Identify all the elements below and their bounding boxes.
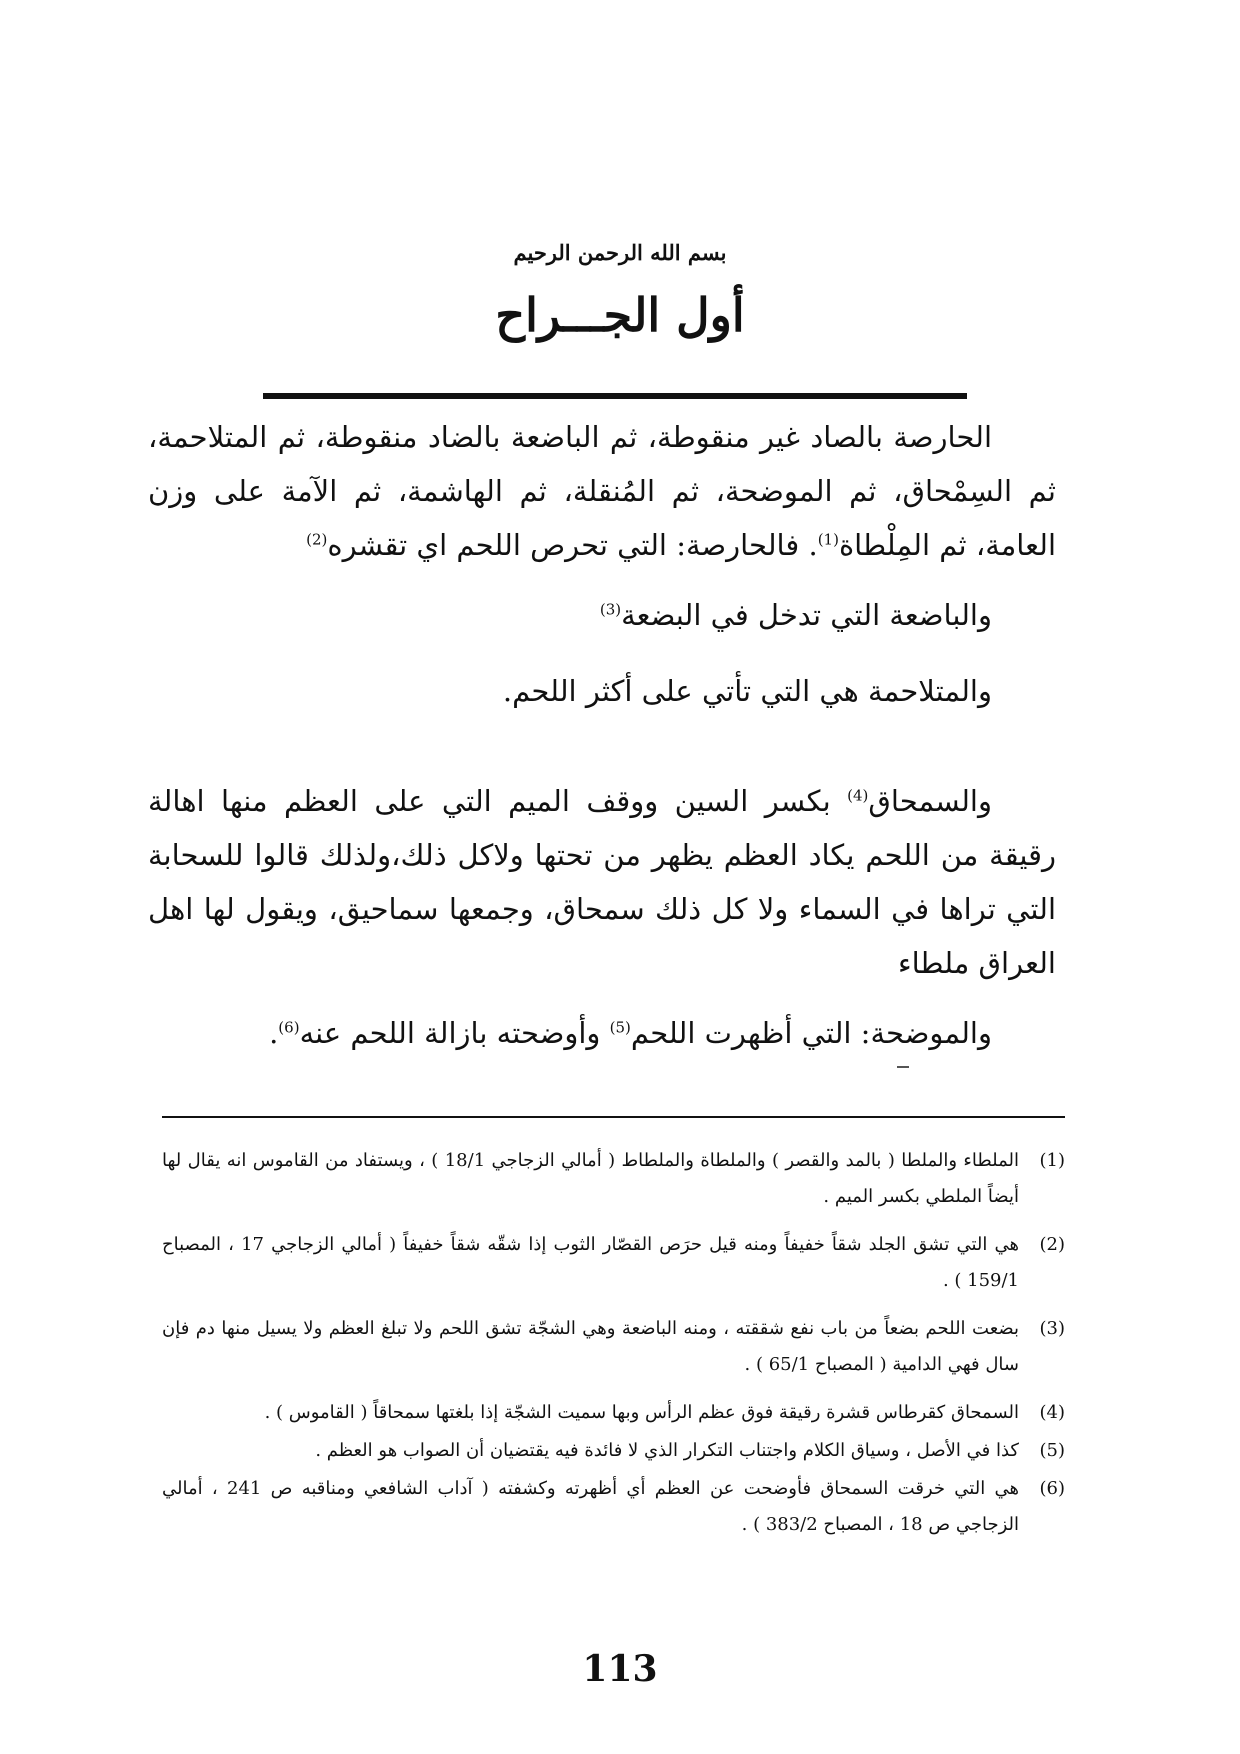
title-underline <box>263 393 967 399</box>
page-number: 113 <box>582 1648 658 1690</box>
paragraph-5-text: والموضحة: التي أظهرت اللحم <box>630 1016 992 1050</box>
footnote-ref-4: (4) <box>847 786 869 805</box>
footnote-number: (1) <box>1039 1150 1065 1171</box>
paragraph-1-text: الحارصة بالصاد غير منقوطة، ثم الباضعة بالضاد منقوطة، ثم المتلاحمة، ثم السِمْحاق، ثم الموضحة، ثم المُنقلة، ثم الهاشمة، ثم الآمة على وزن العامة، ثم المِلْطاة <box>148 420 1056 562</box>
footnote-number: (2) <box>1039 1234 1065 1255</box>
footnote-text: كذا في الأصل ، وسياق الكلام واجتناب التكرار الذي لا فائدة فيه يقتضيان أن الصواب هو العظم . <box>315 1440 1019 1461</box>
chapter-title: أول الجـــراح <box>495 288 745 342</box>
basmala-heading: بسم الله الرحمن الرحيم <box>513 240 727 265</box>
footnote-item <box>162 1311 1065 1383</box>
paragraph-3-text: والمتلاحمة هي التي تأتي على أكثر اللحم. <box>502 674 992 708</box>
paragraph-2-text: والباضعة التي تدخل في البضعة <box>621 598 992 632</box>
footnote-item <box>162 1395 1065 1431</box>
footnote-number: (5) <box>1039 1440 1065 1461</box>
footnote-text: هي التي تشق الجلد شقاً خفيفاً ومنه قيل حرَص القصّار الثوب إذا شقّه شقاً خفيفاً ( أمالي الزجاجي 17 ، المصباح 159/1 ) . <box>162 1234 1019 1291</box>
footnote-item <box>162 1471 1065 1543</box>
footnote-text: بضعت اللحم بضعاً من باب نفع شققته ، ومنه الباضعة وهي الشجّة تشق اللحم ولا تبلغ العظم ولا يسيل منها دم فإن سال فهي الدامية ( المصباح 65/1 ) . <box>162 1318 1019 1375</box>
paragraph-5-end: . <box>269 1016 279 1050</box>
paragraph-5-text-cont: وأوضحته بازالة اللحم عنه <box>299 1016 610 1050</box>
paragraph-1 <box>148 410 1056 572</box>
paragraph-2 <box>148 588 1056 642</box>
footnote-number: (3) <box>1039 1318 1065 1339</box>
footnote-ref-2: (2) <box>306 530 328 549</box>
paragraph-3 <box>148 664 1056 718</box>
footnote-ref-5: (5) <box>609 1018 631 1037</box>
footnote-item <box>162 1433 1065 1469</box>
paragraph-5 <box>148 1006 1056 1060</box>
footnote-ref-3: (3) <box>599 600 622 619</box>
paragraph-4-text-cont: بكسر السين ووقف الميم التي على العظم منها اهالة رقيقة من اللحم يكاد العظم يظهر من تحتها ولاكل ذلك،ولذلك قالوا للسحابة التي تراها في السماء ولا كل ذلك سمحاق، وجمعها سماحيق، ويقول لها اهل العراق ملطاء <box>148 784 1056 980</box>
stray-mark <box>897 1066 909 1068</box>
paragraph-4 <box>148 774 1056 990</box>
footnote-ref-6: (6) <box>278 1018 300 1037</box>
footnote-text: الملطاء والملطا ( بالمد والقصر ) والملطاة والملطاط ( أمالي الزجاجي 18/1 ) ، ويستفاد من القاموس انه يقال لها أيضاً الملطي بكسر الميم . <box>162 1150 1019 1207</box>
main-text <box>148 410 1056 1060</box>
footnote-text: السمحاق كقرطاس قشرة رقيقة فوق عظم الرأس وبها سميت الشجّة إذا بلغتها سمحاقاً ( القاموس ) . <box>264 1402 1019 1423</box>
footnote-item <box>162 1227 1065 1299</box>
footnote-separator <box>162 1116 1065 1118</box>
paragraph-1-text-cont: . فالحارصة: التي تحرص اللحم اي تقشره <box>327 528 818 562</box>
footnote-number: (4) <box>1039 1402 1065 1423</box>
footnote-ref-1: (1) <box>817 530 839 549</box>
paragraph-4-text: والسمحاق <box>868 784 992 818</box>
footnote-item <box>162 1143 1065 1215</box>
footnotes <box>162 1143 1065 1555</box>
footnote-number: (6) <box>1039 1478 1065 1499</box>
footnote-text: هي التي خرقت السمحاق فأوضحت عن العظم أي أظهرته وكشفته ( آداب الشافعي ومناقبه ص 241 ، أمالي الزجاجي ص 18 ، المصباح 383/2 ) . <box>162 1478 1019 1535</box>
